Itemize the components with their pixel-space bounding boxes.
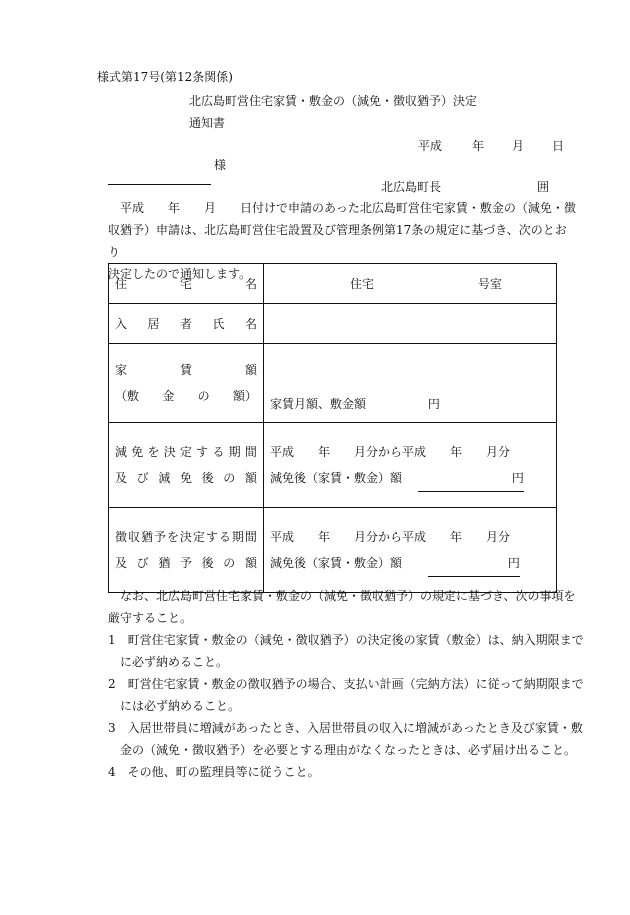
table-row [109, 304, 557, 344]
deferral-period: 平成 年 月分から平成 年 月分 [270, 530, 511, 544]
notes-intro: 厳守すること。 [108, 611, 193, 625]
house-label: 住 宅 名 [109, 264, 264, 304]
notes-section [108, 585, 588, 783]
intro-line: 平成 年 月 日付けで申請のあった北広島町営住宅家賃・敷金の（減免・徴 [120, 201, 576, 215]
form-number: 様式第17号(第12条関係) [97, 70, 233, 84]
notes-item: 3 入居世帯員に増減があったとき、入居世帯員の収入に増減があったとき及び家賃・敷金の（減免・徴収猶予）を必要とする理由がなくなったときは、必ず届け出ること。 [108, 721, 583, 757]
issue-date [418, 137, 564, 154]
date-month-unit: 月 [512, 139, 525, 153]
table-row [109, 264, 557, 304]
table-row [109, 508, 557, 593]
notes-item: 2 町営住宅家賃・敷金の徴収猶予の場合、支払い計画（完納方法）に従って納期限までには必ず納めること。 [108, 677, 584, 713]
details-table [108, 263, 557, 593]
seal-mark: 囲 [537, 180, 550, 194]
document-title-suffix: 通知書 [189, 116, 226, 130]
document-title: 北広島町営住宅家賃・敷金の（減免・徴収猶予）決定 [189, 94, 478, 108]
deferral-amount-blank: 円 [428, 550, 520, 577]
table-row [109, 344, 557, 423]
addressee-blank [108, 170, 211, 185]
resident-label: 入 居 者 氏 名 [109, 304, 264, 344]
deferral-amount-label: 減免後（家賃・敷金）額 [270, 556, 403, 570]
date-era: 平成 [418, 139, 443, 153]
table-row [109, 423, 557, 508]
notes-item: 4 その他、町の監理員等に従うこと。 [108, 765, 320, 779]
deferral-label: 徴 収 猶 予 を 決 定 す る 期 間 及 び 猶 予 後 の 額 [109, 508, 264, 593]
date-year-unit: 年 [472, 139, 485, 153]
reduction-value [264, 423, 557, 508]
reduction-amount-blank: 円 [418, 465, 524, 492]
issuer-name: 北広島町長 [381, 180, 442, 194]
house-value: 住宅 号室 [264, 264, 557, 304]
reduction-period: 平成 年 月分から平成 年 月分 [270, 445, 511, 459]
intro-line: 収猶予）申請は、北広島町営住宅設置及び管理条例第17条の規定に基づき、次のとおり [108, 223, 567, 259]
resident-value [264, 304, 557, 344]
rent-value: 家賃月額、敷金額 円 [264, 344, 557, 423]
reduction-label: 減 免 を 決 定 す る 期 間 及 び 減 免 後 の 額 [109, 423, 264, 508]
rent-label: 家 賃 額 （敷 金 の 額） [109, 344, 264, 423]
deferral-value [264, 508, 557, 593]
intro-line: 決定したので通知します。 [108, 267, 252, 281]
date-day-unit: 日 [552, 139, 565, 153]
notes-intro: なお、北広島町営住宅家賃・敷金の（減免・徴収猶予）の規定に基づき、次の事項を [120, 589, 576, 603]
reduction-amount-label: 減免後（家賃・敷金）額 [270, 471, 403, 485]
notes-item: 1 町営住宅家賃・敷金の（減免・徴収猶予）の決定後の家賃（敷金）は、納入期限までに必ず納めること。 [108, 633, 584, 669]
addressee-honorific: 様 [214, 158, 227, 172]
